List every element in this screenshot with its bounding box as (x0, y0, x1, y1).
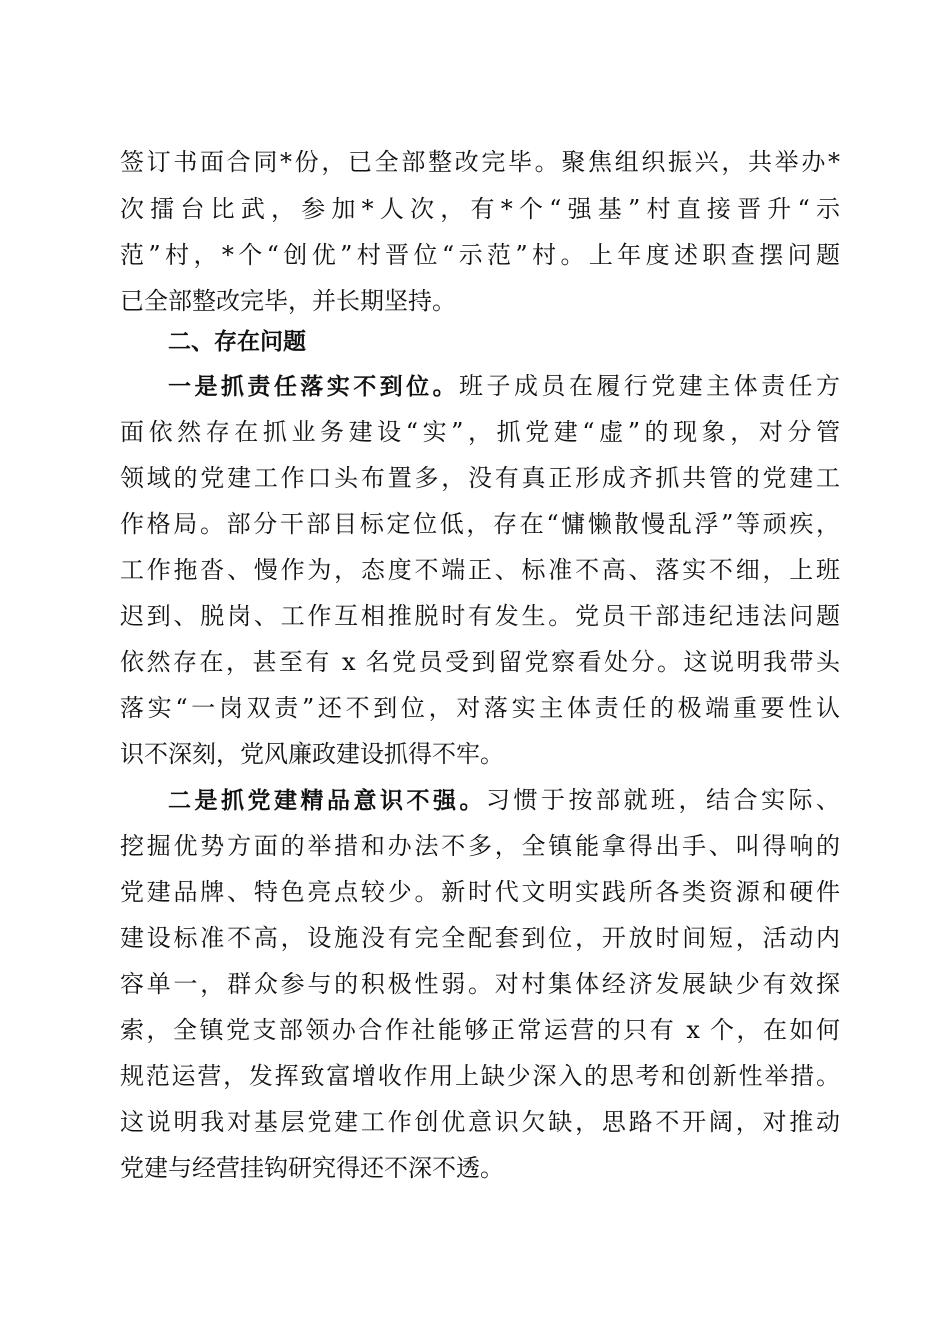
paragraph-line: 依然存在，甚至有 x 名党员受到留党察看处分。这说明我带头 (120, 648, 840, 676)
paragraph-line: 面依然存在抓业务建设“实”，抓党建“虚”的现象，对分管 (120, 418, 840, 446)
paragraph-line: 次擂台比武，参加*人次，有*个“强基”村直接晋升“示 (120, 195, 840, 223)
paragraph-line: 签订书面合同*份，已全部整改完毕。聚焦组织振兴，共举办* (120, 148, 840, 176)
problem-one-lead: 一是抓责任落实不到位。 (168, 374, 460, 400)
paragraph-line: 已全部整改完毕，并长期坚持。 (120, 287, 456, 315)
paragraph-line: 落实“一岗双责”还不到位，对落实主体责任的极端重要性认 (120, 694, 840, 722)
paragraph-line: 党建与经营挂钩研究得还不深不透。 (120, 1154, 504, 1182)
paragraph-line: 建设标准不高，设施没有完全配套到位，开放时间短，活动内 (120, 924, 840, 952)
paragraph-first-line (168, 785, 840, 816)
paragraph-first-line (168, 371, 840, 402)
paragraph-line-rest: 班子成员在履行党建主体责任方 (459, 372, 841, 400)
paragraph-line: 规范运营，发挥致富增收作用上缺少深入的思考和创新性举措。 (120, 1062, 840, 1090)
section-heading: 二、存在问题 (168, 329, 306, 355)
paragraph-line: 党建品牌、特色亮点较少。新时代文明实践所各类资源和硬件 (120, 878, 840, 906)
paragraph-line: 这说明我对基层党建工作创优意识欠缺，思路不开阔，对推动 (120, 1108, 840, 1136)
paragraph-line: 挖掘优势方面的举措和办法不多，全镇能拿得出手、叫得响的 (120, 832, 840, 860)
paragraph-line: 作格局。部分干部目标定位低，存在“慵懒散慢乱浮”等顽疾， (120, 510, 840, 538)
paragraph-line: 索，全镇党支部领办合作社能够正常运营的只有 x 个，在如何 (120, 1016, 840, 1044)
paragraph-line-rest: 习惯于按部就班，结合实际、 (486, 786, 840, 814)
problem-two-lead: 二是抓党建精品意识不强。 (168, 788, 486, 814)
paragraph-line: 迟到、脱岗、工作互相推脱时有发生。党员干部违纪违法问题 (120, 602, 840, 630)
paragraph-line: 范”村，*个“创优”村晋位“示范”村。上年度述职查摆问题 (120, 241, 840, 269)
paragraph-line: 工作拖沓、慢作为，态度不端正、标准不高、落实不细，上班 (120, 556, 840, 584)
paragraph-line: 容单一，群众参与的积极性弱。对村集体经济发展缺少有效探 (120, 970, 840, 998)
paragraph-line: 识不深刻，党风廉政建设抓得不牢。 (120, 740, 504, 768)
paragraph-line: 领域的党建工作口头布置多，没有真正形成齐抓共管的党建工 (120, 464, 840, 492)
